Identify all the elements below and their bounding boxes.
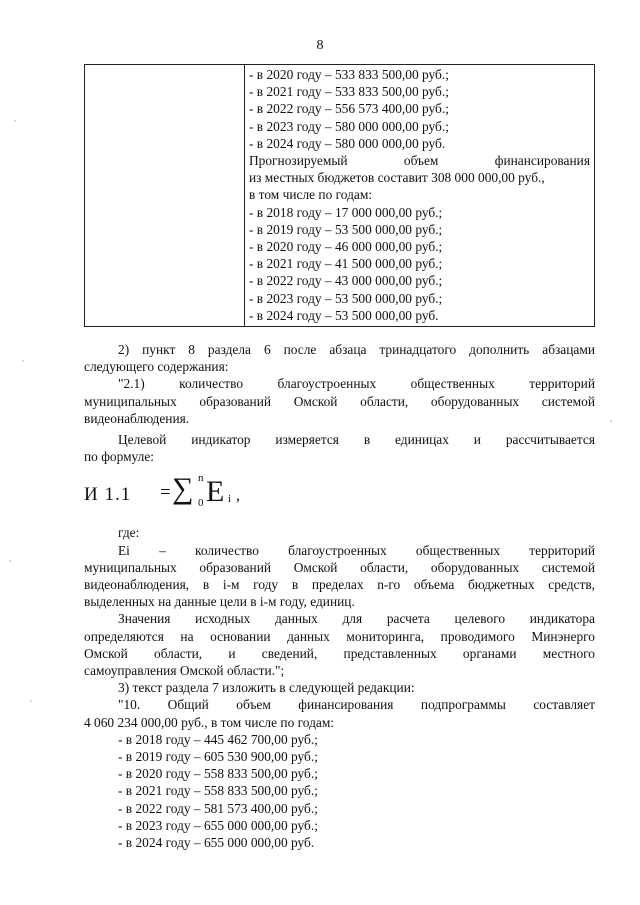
table-content-cell xyxy=(245,65,595,327)
table-line: - в 2023 году – 53 500 000,00 руб.; xyxy=(249,290,443,306)
table-forecast-line: Прогнозируемый объем финансирования xyxy=(249,153,590,169)
list-item: - в 2019 году – 605 530 900,00 руб.; xyxy=(118,749,318,765)
table-line: - в 2024 году – 580 000 000,00 руб. xyxy=(249,135,446,151)
formula-variable: E xyxy=(206,475,225,509)
table-line: - в 2020 году – 46 000 000,00 руб.; xyxy=(249,239,443,255)
table-line: - в 2020 году – 533 833 500,00 руб.; xyxy=(249,67,449,82)
list-item: - в 2023 году – 655 000 000,00 руб.; xyxy=(118,817,318,833)
formula-comma: , xyxy=(236,487,240,505)
financing-table xyxy=(84,64,595,327)
formula-lhs: И 1.1 xyxy=(84,484,132,506)
list-item: - в 2018 году – 445 462 700,00 руб.; xyxy=(118,731,318,747)
sum-symbol: ∑ xyxy=(172,472,194,506)
scan-noise xyxy=(9,560,11,562)
sum-upper-limit: n xyxy=(198,472,204,485)
formula xyxy=(84,468,595,524)
list-item: - в 2021 году – 558 833 500,00 руб.; xyxy=(118,783,318,799)
paragraph-line: муниципальных образований Омской области, оборудованных системой xyxy=(84,559,595,575)
paragraph-line: "2.1) количество благоустроенных общественных территорий xyxy=(118,376,595,392)
scan-noise xyxy=(14,120,16,122)
page-number: 8 xyxy=(316,38,324,53)
table-line: - в 2022 году – 556 573 400,00 руб.; xyxy=(249,101,449,117)
paragraph-line: самоуправления Омской области."; xyxy=(84,663,285,679)
paragraph-line: выделенных на данные цели в i-м году, единиц. xyxy=(84,594,355,610)
document-body xyxy=(84,341,595,851)
formula-equals: = xyxy=(160,482,171,504)
scan-noise xyxy=(22,360,24,362)
table-line: - в 2024 году – 53 500 000,00 руб. xyxy=(249,307,439,323)
paragraph-line: видеонаблюдения. xyxy=(84,410,190,426)
where-label: где: xyxy=(118,525,140,541)
scan-noise xyxy=(30,700,32,702)
paragraph-line: Целевой индикатор измеряется в единицах и рассчитывается xyxy=(118,432,595,448)
sum-lower-limit: 0 xyxy=(198,497,204,510)
list-item: - в 2024 году – 655 000 000,00 руб. xyxy=(118,835,315,851)
table-forecast-line: в том числе по годам: xyxy=(249,187,373,203)
paragraph-line: 4 060 234 000,00 руб., в том числе по годам: xyxy=(84,714,335,730)
paragraph-line: видеонаблюдения, в i-м году в пределах n-го объема бюджетных средств, xyxy=(84,577,595,593)
paragraph-line: Омской области, и сведений, представленных органами местного xyxy=(84,645,595,661)
paragraph-line: следующего содержания: xyxy=(84,359,229,375)
scan-noise xyxy=(610,420,612,422)
paragraph-line: 2) пункт 8 раздела 6 после абзаца тринадцатого дополнить абзацами xyxy=(118,342,595,357)
table-line: - в 2018 году – 17 000 000,00 руб.; xyxy=(249,204,443,220)
table-empty-cell xyxy=(85,65,245,327)
table-line: - в 2021 году – 533 833 500,00 руб.; xyxy=(249,84,449,100)
list-item: - в 2020 году – 558 833 500,00 руб.; xyxy=(118,766,318,782)
paragraph-line: 3) текст раздела 7 изложить в следующей редакции: xyxy=(118,680,415,696)
table-line: - в 2022 году – 43 000 000,00 руб.; xyxy=(249,273,443,289)
table-forecast-line: из местных бюджетов составит 308 000 000,00 руб., xyxy=(249,170,545,186)
table-line: - в 2023 году – 580 000 000,00 руб.; xyxy=(249,118,449,134)
formula-subscript: i xyxy=(228,493,232,506)
paragraph-line: определяются на основании данных мониторинга, проводимого Минэнерго xyxy=(84,628,595,644)
paragraph-line: Значения исходных данных для расчета целевого индикатора xyxy=(118,611,595,627)
paragraph-line: по формуле: xyxy=(84,449,154,465)
paragraph-line: муниципальных образований Омской области, оборудованных системой xyxy=(84,393,595,409)
paragraph-line: Ei – количество благоустроенных общественных территорий xyxy=(118,542,595,558)
table-row xyxy=(85,65,595,327)
table-line: - в 2019 году – 53 500 000,00 руб.; xyxy=(249,221,443,237)
table-line: - в 2021 году – 41 500 000,00 руб.; xyxy=(249,256,443,272)
list-item: - в 2022 году – 581 573 400,00 руб.; xyxy=(118,800,318,816)
paragraph-line: "10. Общий объем финансирования подпрограммы составляет xyxy=(118,697,595,713)
